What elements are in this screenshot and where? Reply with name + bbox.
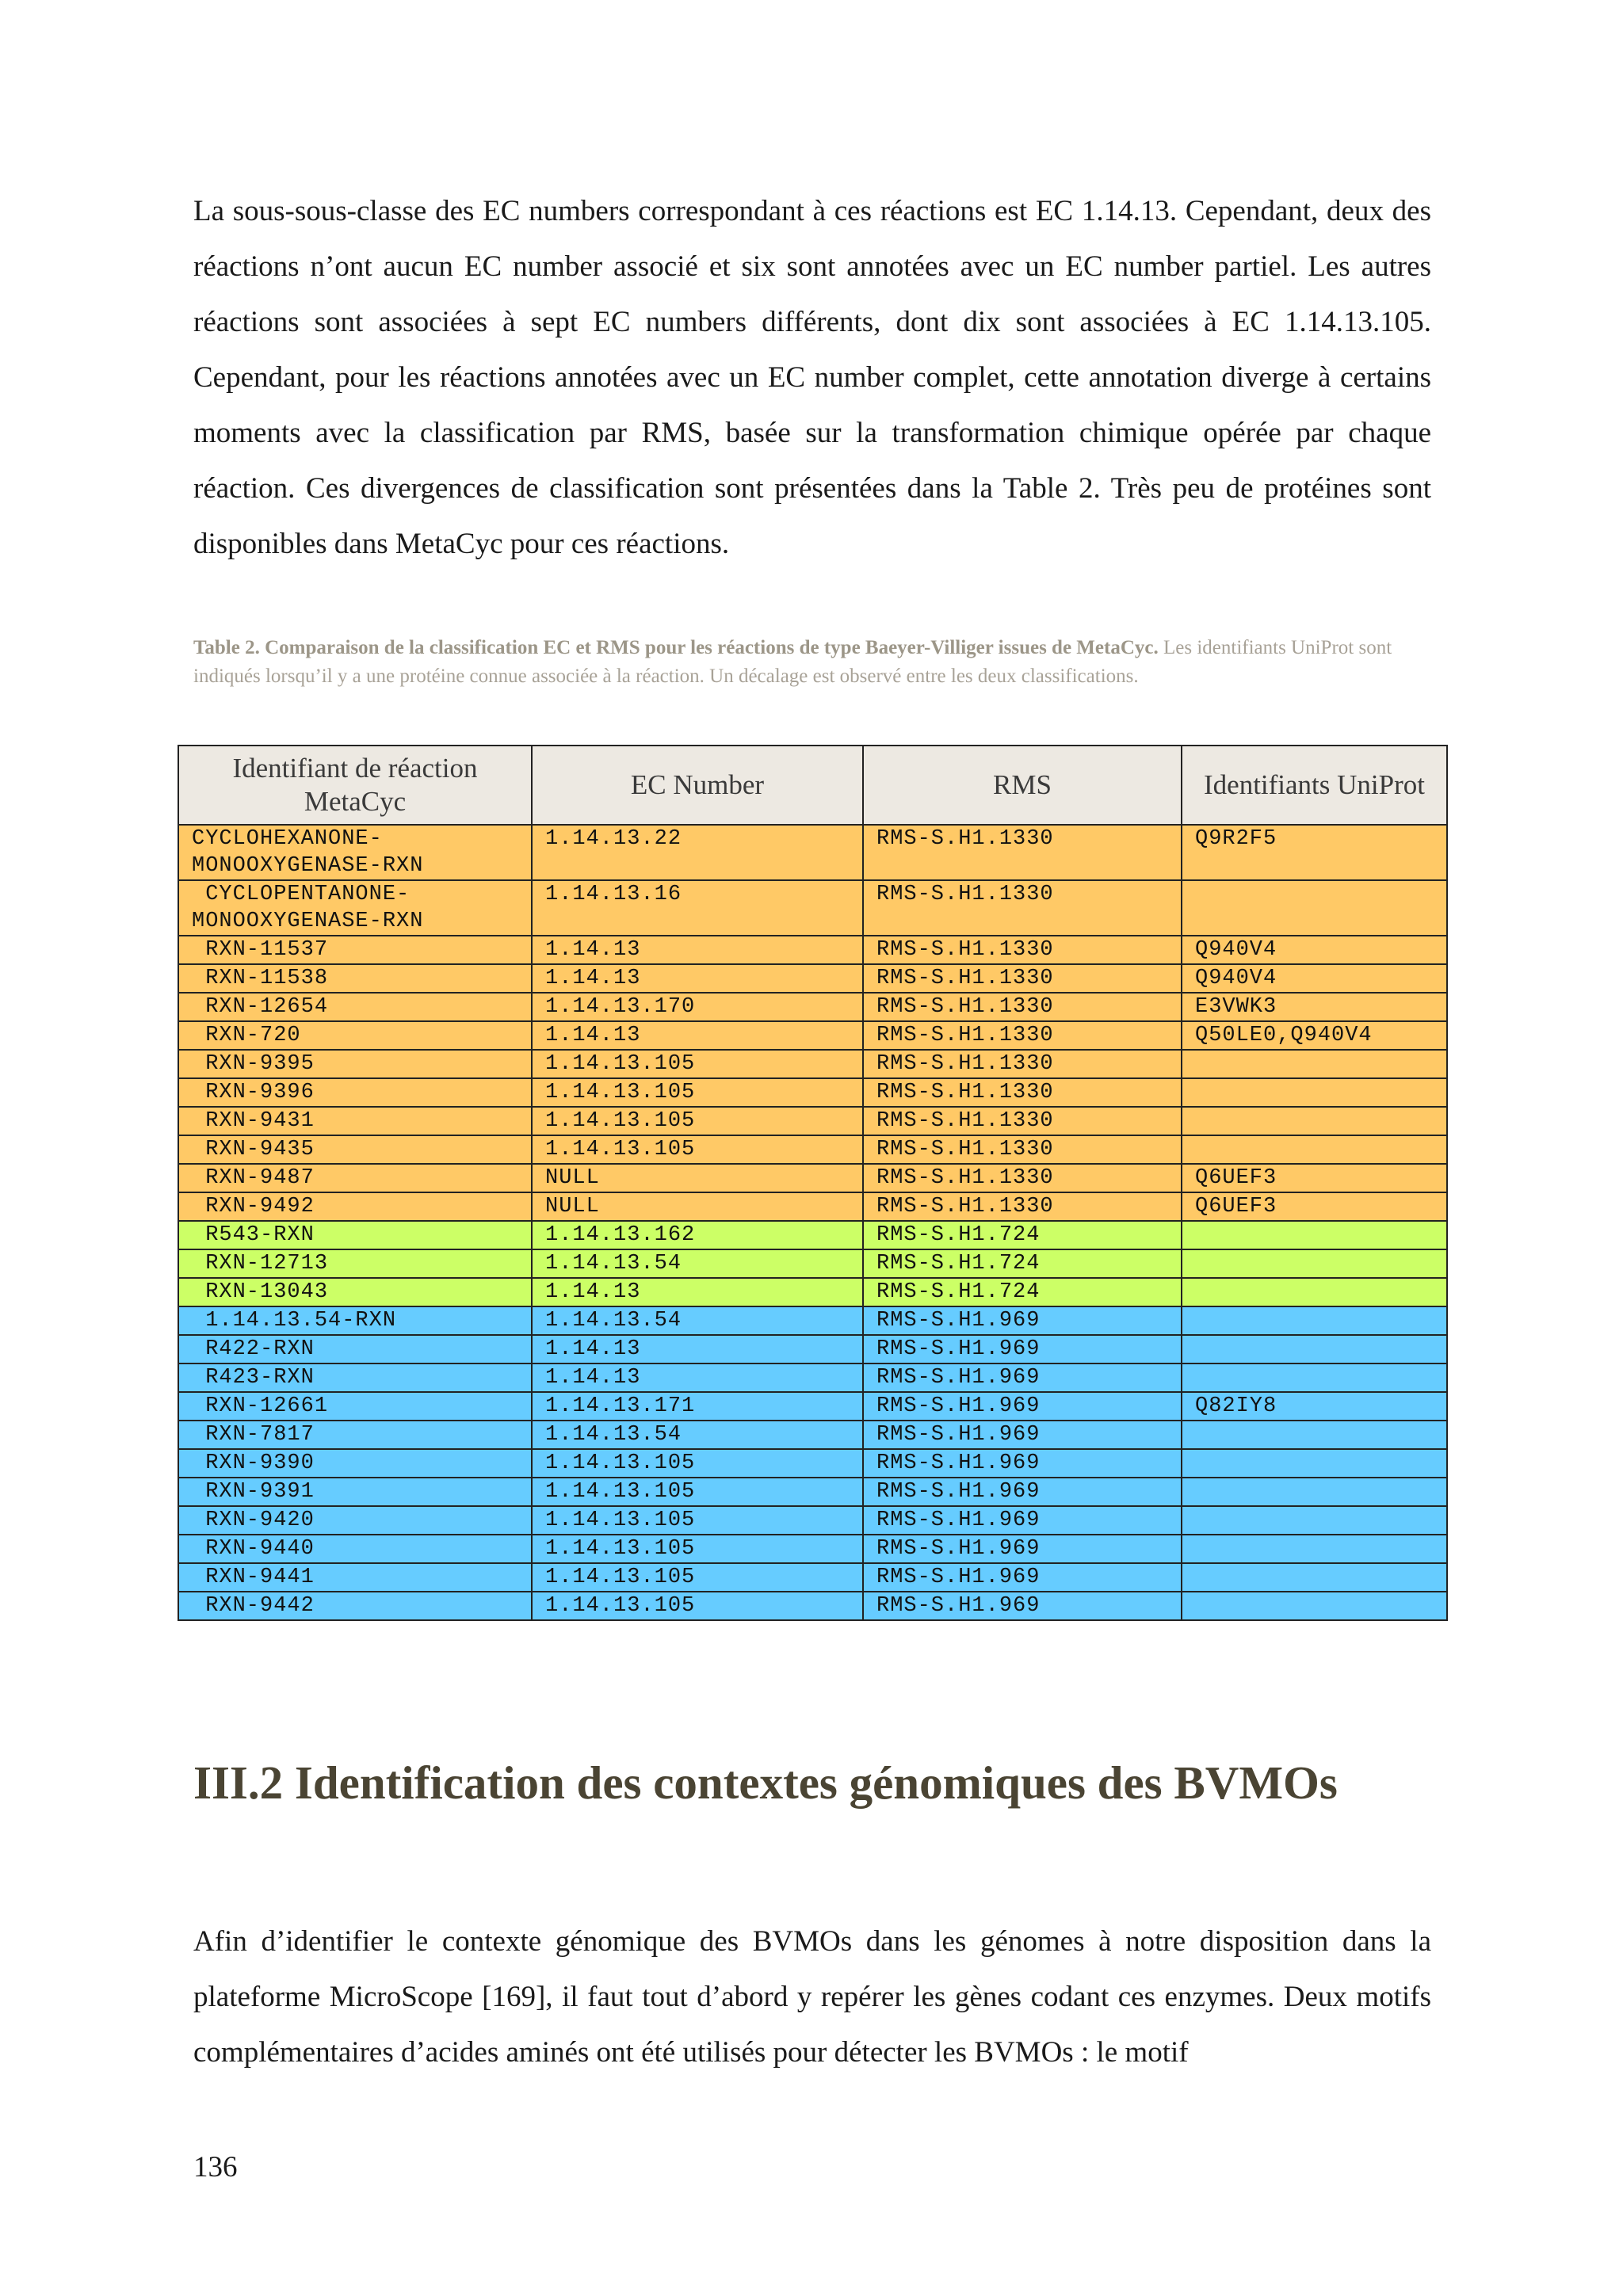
cell-ec-number: NULL bbox=[532, 1164, 863, 1192]
cell-rms: RMS-S.H1.969 bbox=[863, 1363, 1182, 1392]
cell-uniprot: Q50LE0,Q940V4 bbox=[1182, 1021, 1447, 1050]
cell-uniprot: Q6UEF3 bbox=[1182, 1164, 1447, 1192]
cell-ec-number: 1.14.13.105 bbox=[532, 1107, 863, 1135]
cell-reaction-id: RXN-9441 bbox=[178, 1563, 532, 1592]
cell-ec-number: 1.14.13 bbox=[532, 964, 863, 993]
cell-reaction-id: RXN-12654 bbox=[178, 993, 532, 1021]
column-header-rms: RMS bbox=[863, 746, 1182, 825]
table-row bbox=[178, 1221, 1447, 1249]
cell-ec-number: 1.14.13 bbox=[532, 1363, 863, 1392]
cell-rms: RMS-S.H1.724 bbox=[863, 1249, 1182, 1278]
table-header-row bbox=[178, 746, 1447, 825]
cell-reaction-id: RXN-9391 bbox=[178, 1478, 532, 1506]
table-row bbox=[178, 880, 1447, 936]
table-row bbox=[178, 1535, 1447, 1563]
cell-uniprot bbox=[1182, 1535, 1447, 1563]
table-row bbox=[178, 993, 1447, 1021]
table-row bbox=[178, 1335, 1447, 1363]
cell-uniprot bbox=[1182, 1107, 1447, 1135]
cell-rms: RMS-S.H1.1330 bbox=[863, 1021, 1182, 1050]
cell-uniprot bbox=[1182, 1363, 1447, 1392]
cell-rms: RMS-S.H1.1330 bbox=[863, 1078, 1182, 1107]
cell-rms: RMS-S.H1.969 bbox=[863, 1449, 1182, 1478]
cell-ec-number: 1.14.13.105 bbox=[532, 1592, 863, 1620]
cell-uniprot bbox=[1182, 1335, 1447, 1363]
cell-reaction-id: R422-RXN bbox=[178, 1335, 532, 1363]
cell-rms: RMS-S.H1.1330 bbox=[863, 1050, 1182, 1078]
cell-ec-number: 1.14.13.105 bbox=[532, 1078, 863, 1107]
cell-uniprot bbox=[1182, 1135, 1447, 1164]
table-row bbox=[178, 1506, 1447, 1535]
cell-uniprot bbox=[1182, 1050, 1447, 1078]
cell-uniprot bbox=[1182, 1449, 1447, 1478]
cell-ec-number: 1.14.13.22 bbox=[532, 825, 863, 880]
cell-rms: RMS-S.H1.969 bbox=[863, 1563, 1182, 1592]
table-row bbox=[178, 1278, 1447, 1306]
cell-ec-number: 1.14.13.16 bbox=[532, 880, 863, 936]
cell-ec-number: 1.14.13.162 bbox=[532, 1221, 863, 1249]
cell-rms: RMS-S.H1.1330 bbox=[863, 936, 1182, 964]
cell-reaction-id: RXN-13043 bbox=[178, 1278, 532, 1306]
cell-ec-number: 1.14.13.54 bbox=[532, 1249, 863, 1278]
cell-reaction-id: RXN-9492 bbox=[178, 1192, 532, 1221]
cell-uniprot: Q940V4 bbox=[1182, 964, 1447, 993]
cell-reaction-id: R543-RXN bbox=[178, 1221, 532, 1249]
page-number: 136 bbox=[193, 2151, 238, 2183]
cell-uniprot: Q6UEF3 bbox=[1182, 1192, 1447, 1221]
table-row bbox=[178, 1449, 1447, 1478]
cell-uniprot: E3VWK3 bbox=[1182, 993, 1447, 1021]
cell-rms: RMS-S.H1.1330 bbox=[863, 993, 1182, 1021]
table-row bbox=[178, 1192, 1447, 1221]
cell-rms: RMS-S.H1.969 bbox=[863, 1306, 1182, 1335]
cell-ec-number: NULL bbox=[532, 1192, 863, 1221]
cell-rms: RMS-S.H1.969 bbox=[863, 1506, 1182, 1535]
cell-uniprot bbox=[1182, 1306, 1447, 1335]
cell-reaction-id: RXN-9442 bbox=[178, 1592, 532, 1620]
cell-reaction-id: 1.14.13.54-RXN bbox=[178, 1306, 532, 1335]
cell-reaction-id: RXN-720 bbox=[178, 1021, 532, 1050]
table-row bbox=[178, 1050, 1447, 1078]
cell-reaction-id: CYCLOHEXANONE-MONOOXYGENASE-RXN bbox=[178, 825, 532, 880]
table-row bbox=[178, 1421, 1447, 1449]
cell-rms: RMS-S.H1.1330 bbox=[863, 825, 1182, 880]
cell-reaction-id: RXN-9396 bbox=[178, 1078, 532, 1107]
cell-rms: RMS-S.H1.1330 bbox=[863, 1107, 1182, 1135]
cell-ec-number: 1.14.13.54 bbox=[532, 1421, 863, 1449]
cell-ec-number: 1.14.13 bbox=[532, 1335, 863, 1363]
cell-ec-number: 1.14.13 bbox=[532, 1021, 863, 1050]
cell-ec-number: 1.14.13.54 bbox=[532, 1306, 863, 1335]
body-paragraph-genomic-context: Afin d’identifier le contexte génomique des BVMOs dans les génomes à notre disposition dans la plateforme MicroScope [169], il faut tout d’abord y repérer les gènes codant ces enzymes. Deux motifs complémentaires d’acides aminés ont été utilisés pour détecter les BVMOs : le motif bbox=[193, 1925, 1431, 2069]
body-paragraph-intro: La sous-sous-classe des EC numbers correspondant à ces réactions est EC 1.14.13. Cependant, deux des réactions n’ont aucun EC number associé et six sont annotées avec un EC number partiel. Les autres réactions sont associées à sept EC numbers différents, dont dix sont associées à EC 1.14.13.105. Cependant, pour les réactions annotées avec un EC number complet, cette annotation diverge à certains moments avec la classification par RMS, basée sur la transformation chimique opérée par chaque réaction. Ces divergences de classification sont présentées dans la Table 2. Très peu de protéines sont disponibles dans MetaCyc pour ces réactions. bbox=[193, 195, 1431, 560]
cell-ec-number: 1.14.13.105 bbox=[532, 1449, 863, 1478]
cell-reaction-id: RXN-9390 bbox=[178, 1449, 532, 1478]
table-row bbox=[178, 1135, 1447, 1164]
table-row bbox=[178, 1107, 1447, 1135]
cell-reaction-id: CYCLOPENTANONE-MONOOXYGENASE-RXN bbox=[178, 880, 532, 936]
cell-uniprot bbox=[1182, 1278, 1447, 1306]
cell-uniprot bbox=[1182, 1421, 1447, 1449]
cell-rms: RMS-S.H1.1330 bbox=[863, 1164, 1182, 1192]
table-body bbox=[178, 825, 1447, 1620]
cell-reaction-id: RXN-9395 bbox=[178, 1050, 532, 1078]
cell-rms: RMS-S.H1.1330 bbox=[863, 1135, 1182, 1164]
column-header-ec-number: EC Number bbox=[532, 746, 863, 825]
cell-rms: RMS-S.H1.969 bbox=[863, 1335, 1182, 1363]
cell-ec-number: 1.14.13.105 bbox=[532, 1506, 863, 1535]
cell-reaction-id: RXN-12661 bbox=[178, 1392, 532, 1421]
table-row bbox=[178, 1592, 1447, 1620]
cell-uniprot bbox=[1182, 1078, 1447, 1107]
table-caption bbox=[193, 634, 1431, 691]
table-row bbox=[178, 1249, 1447, 1278]
cell-ec-number: 1.14.13.105 bbox=[532, 1535, 863, 1563]
section-heading: III.2 Identification des contextes génomiques des BVMOs bbox=[193, 1756, 1338, 1809]
table-caption-text: Les identifiants UniProt sont indiqués lorsqu’il y a une protéine connue associée à la réaction. Un décalage est observé entre les deux classifications. bbox=[193, 637, 1392, 687]
column-header-uniprot: Identifiants UniProt bbox=[1182, 746, 1447, 825]
cell-reaction-id: R423-RXN bbox=[178, 1363, 532, 1392]
table-row bbox=[178, 1021, 1447, 1050]
cell-ec-number: 1.14.13.105 bbox=[532, 1135, 863, 1164]
cell-ec-number: 1.14.13.105 bbox=[532, 1563, 863, 1592]
table-row bbox=[178, 936, 1447, 964]
cell-rms: RMS-S.H1.969 bbox=[863, 1535, 1182, 1563]
table-row bbox=[178, 1478, 1447, 1506]
cell-uniprot bbox=[1182, 1249, 1447, 1278]
table-row bbox=[178, 825, 1447, 880]
cell-reaction-id: RXN-11537 bbox=[178, 936, 532, 964]
table-row bbox=[178, 1563, 1447, 1592]
cell-rms: RMS-S.H1.1330 bbox=[863, 964, 1182, 993]
table-row bbox=[178, 1164, 1447, 1192]
cell-reaction-id: RXN-12713 bbox=[178, 1249, 532, 1278]
cell-uniprot bbox=[1182, 1506, 1447, 1535]
cell-rms: RMS-S.H1.1330 bbox=[863, 880, 1182, 936]
cell-ec-number: 1.14.13.170 bbox=[532, 993, 863, 1021]
cell-uniprot bbox=[1182, 1478, 1447, 1506]
cell-reaction-id: RXN-9435 bbox=[178, 1135, 532, 1164]
cell-rms: RMS-S.H1.1330 bbox=[863, 1192, 1182, 1221]
cell-reaction-id: RXN-7817 bbox=[178, 1421, 532, 1449]
cell-ec-number: 1.14.13.171 bbox=[532, 1392, 863, 1421]
cell-ec-number: 1.14.13 bbox=[532, 1278, 863, 1306]
cell-reaction-id: RXN-9431 bbox=[178, 1107, 532, 1135]
cell-uniprot: Q9R2F5 bbox=[1182, 825, 1447, 880]
cell-uniprot bbox=[1182, 1221, 1447, 1249]
column-header-reaction-id: Identifiant de réaction MetaCyc bbox=[178, 746, 532, 825]
table-row bbox=[178, 964, 1447, 993]
cell-rms: RMS-S.H1.969 bbox=[863, 1592, 1182, 1620]
cell-ec-number: 1.14.13 bbox=[532, 936, 863, 964]
cell-ec-number: 1.14.13.105 bbox=[532, 1050, 863, 1078]
table-row bbox=[178, 1392, 1447, 1421]
cell-rms: RMS-S.H1.969 bbox=[863, 1421, 1182, 1449]
cell-uniprot bbox=[1182, 1563, 1447, 1592]
cell-reaction-id: RXN-9440 bbox=[178, 1535, 532, 1563]
cell-rms: RMS-S.H1.969 bbox=[863, 1478, 1182, 1506]
cell-rms: RMS-S.H1.969 bbox=[863, 1392, 1182, 1421]
table-caption-title: Table 2. Comparaison de la classification EC et RMS pour les réactions de type Baeyer-Villiger issues de MetaCyc. bbox=[193, 637, 1159, 658]
cell-ec-number: 1.14.13.105 bbox=[532, 1478, 863, 1506]
cell-reaction-id: RXN-11538 bbox=[178, 964, 532, 993]
table-row bbox=[178, 1078, 1447, 1107]
cell-reaction-id: RXN-9420 bbox=[178, 1506, 532, 1535]
ec-rms-comparison-table bbox=[178, 745, 1448, 1621]
table-row bbox=[178, 1306, 1447, 1335]
cell-reaction-id: RXN-9487 bbox=[178, 1164, 532, 1192]
cell-uniprot bbox=[1182, 1592, 1447, 1620]
cell-uniprot: Q940V4 bbox=[1182, 936, 1447, 964]
cell-rms: RMS-S.H1.724 bbox=[863, 1221, 1182, 1249]
cell-uniprot: Q82IY8 bbox=[1182, 1392, 1447, 1421]
cell-uniprot bbox=[1182, 880, 1447, 936]
cell-rms: RMS-S.H1.724 bbox=[863, 1278, 1182, 1306]
table-row bbox=[178, 1363, 1447, 1392]
